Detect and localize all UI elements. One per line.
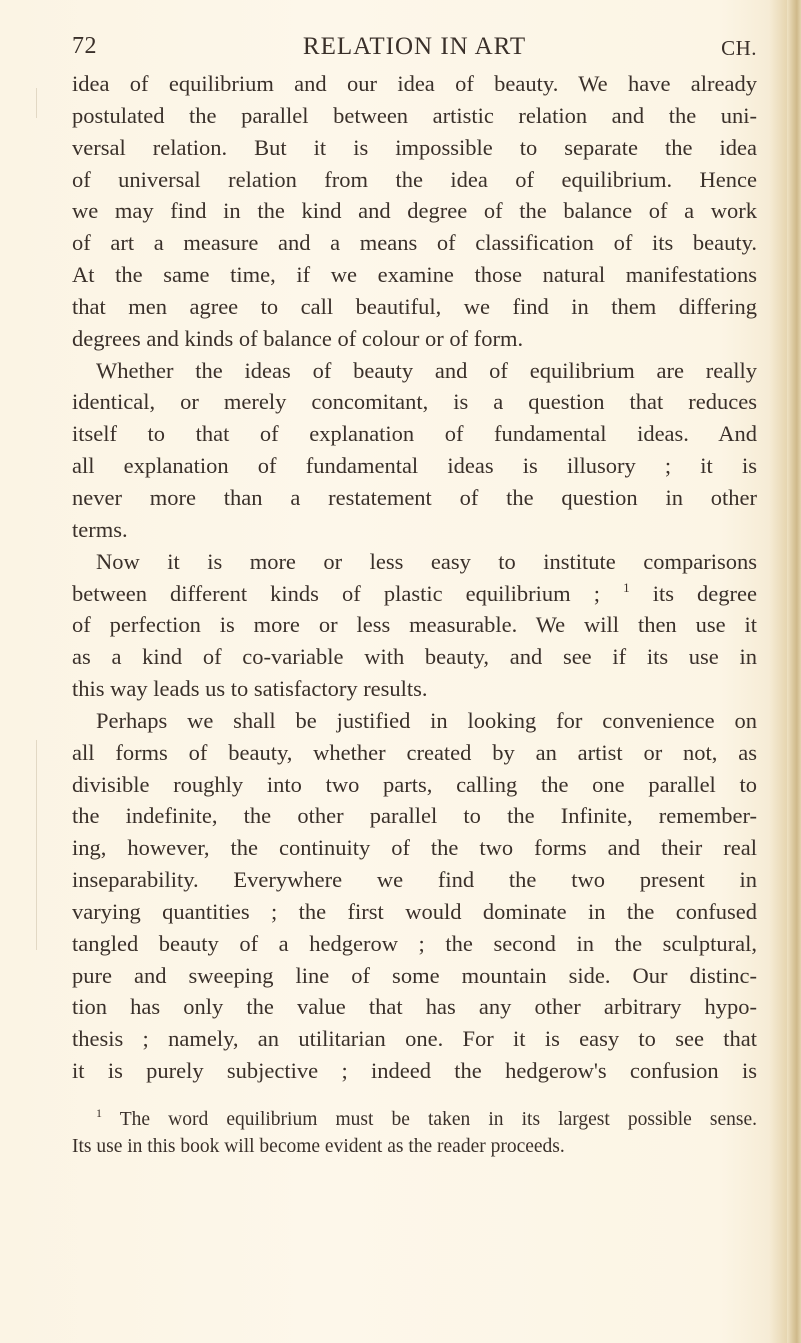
text-line: of art a measure and a means of classification of its beauty.: [72, 230, 757, 256]
text-line: postulated the parallel between artistic relation and the uni-: [72, 102, 757, 128]
text-line: varying quantities ; the first would dominate in the confused: [72, 898, 757, 924]
text-line: identical, or merely concomitant, is a question that reduces: [72, 389, 757, 415]
text-line: Whether the ideas of beauty and of equilibrium are really: [96, 357, 757, 383]
text-line: ing, however, the continuity of the two forms and their real: [72, 835, 757, 861]
text-line: we may find in the kind and degree of the balance of a work: [72, 198, 757, 224]
text-line: pure and sweeping line of some mountain side. Our distinc-: [72, 962, 757, 988]
text-line: tangled beauty of a hedgerow ; the second in the sculptural,: [72, 930, 757, 956]
text-line: tion has only the value that has any other arbitrary hypo-: [72, 994, 757, 1020]
page-number: 72: [72, 33, 97, 59]
footnote-marker: 1: [96, 1106, 102, 1120]
text-line: it is purely subjective ; indeed the hedgerow's confusion is: [72, 1058, 757, 1084]
footnote-reference: 1: [623, 579, 630, 595]
page-header: [72, 33, 757, 63]
text-line-with-footnote: [72, 578, 757, 610]
text-line: that men agree to call beautiful, we find in them differing: [72, 293, 757, 319]
text-line: as a kind of co-variable with beauty, and see if its use in: [72, 644, 757, 670]
text-line: inseparability. Everywhere we find the two present in: [72, 867, 757, 893]
footnote: [72, 1106, 757, 1160]
text-line: thesis ; namely, an utilitarian one. For it is easy to see that: [72, 1026, 757, 1052]
text-line: degrees and kinds of balance of colour or of form.: [72, 325, 524, 351]
text-line: of perfection is more or less measurable. We will then use it: [72, 612, 757, 638]
text-line: versal relation. But it is impossible to separate the idea: [72, 134, 757, 160]
text-line: terms.: [72, 516, 128, 542]
page-gutter: [787, 0, 801, 1343]
text-line: this way leads us to satisfactory results.: [72, 676, 428, 702]
footnote-line: [72, 1106, 757, 1133]
footnote-line: Its use in this book will become evident as the reader proceeds.: [72, 1136, 565, 1157]
text-segment: its degree: [652, 580, 758, 606]
footnote-text: The word equilibrium must be taken in its largest possible sense.: [119, 1109, 758, 1130]
text-line: Perhaps we shall be justified in looking for convenience on: [96, 707, 757, 733]
running-title: RELATION IN ART: [302, 33, 527, 60]
text-line: all explanation of fundamental ideas is illusory ; it is: [72, 453, 757, 479]
text-line: divisible roughly into two parts, calling the one parallel to: [72, 771, 757, 797]
text-line: of universal relation from the idea of equilibrium. Hence: [72, 166, 757, 192]
text-line: idea of equilibrium and our idea of beauty. We have already: [72, 71, 757, 96]
text-line: never more than a restatement of the question in other: [72, 484, 757, 510]
body-text: [72, 68, 757, 1087]
chapter-mark: CH.: [721, 36, 757, 60]
text-segment: between different kinds of plastic equilibrium ;: [72, 580, 601, 606]
text-line: all forms of beauty, whether created by an artist or not, as: [72, 739, 757, 765]
margin-mark: [36, 740, 37, 950]
text-line: Now it is more or less easy to institute comparisons: [96, 548, 757, 574]
margin-mark: [36, 88, 37, 118]
text-line: itself to that of explanation of fundamental ideas. And: [72, 421, 757, 447]
text-line: the indefinite, the other parallel to the Infinite, remember-: [72, 803, 757, 829]
text-line: At the same time, if we examine those natural manifestations: [72, 262, 757, 288]
